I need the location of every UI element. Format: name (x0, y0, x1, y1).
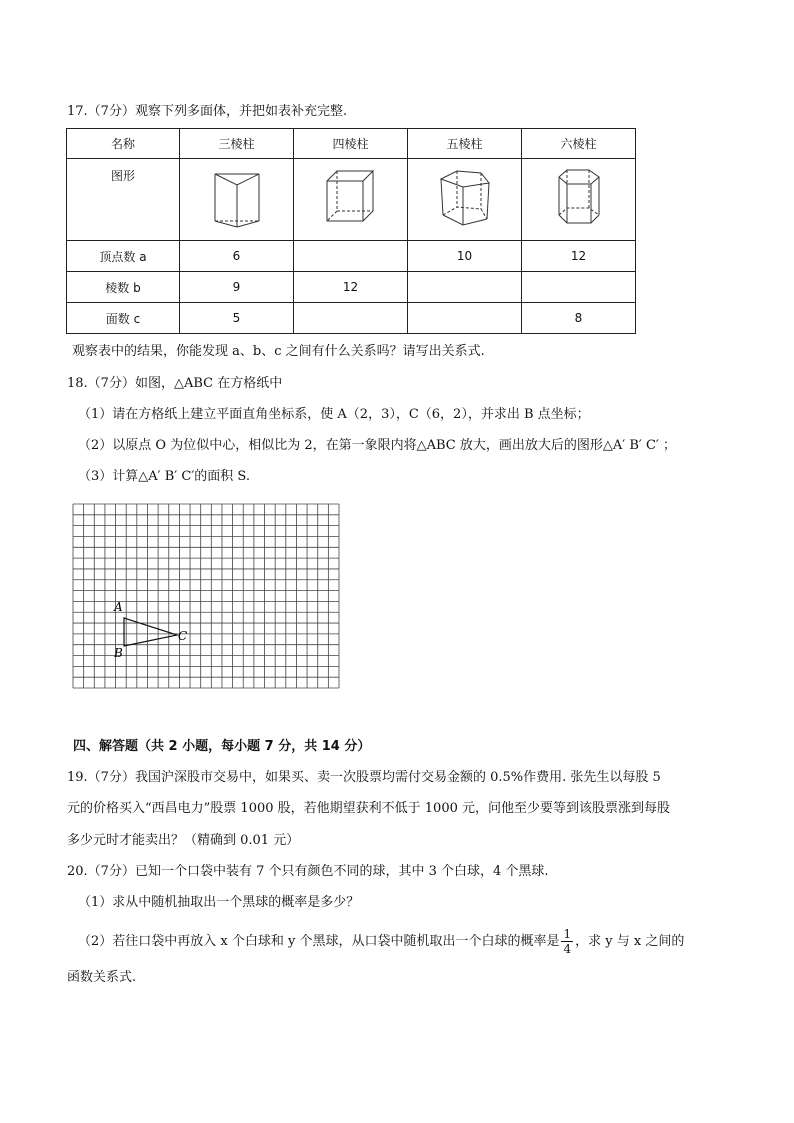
q17-stem: 17.（7分）观察下列多面体，并把如表补充完整. (67, 104, 348, 119)
pentagonal-prism-icon (435, 165, 495, 231)
table-cell (408, 272, 522, 303)
q20-part2 (78, 927, 684, 956)
table-cell: 6 (180, 241, 294, 272)
table-cell (408, 303, 522, 334)
section-title: 四、解答题（共 2 小题，每小题 7 分，共 14 分） (73, 739, 371, 754)
table-row (67, 272, 636, 303)
label-A: A (114, 600, 123, 614)
triangular-prism-icon (207, 165, 267, 231)
q20-stem: 20.（7分）已知一个口袋中装有 7 个只有颜色不同的球，其中 3 个白球，4 个黑球. (67, 864, 549, 879)
q18-stem: 18.（7分）如图，△ABC 在方格纸中 (67, 376, 283, 391)
table-row (67, 303, 636, 334)
label-B: B (114, 646, 123, 660)
table-cell: 9 (180, 272, 294, 303)
table-figure-row (67, 159, 636, 241)
q18-part2: （2）以原点 O 为位似中心，相似比为 2，在第一象限内将△ABC 放大，画出放大后的图形△A′ B′ C′ ； (78, 438, 676, 453)
q19-line2: 元的价格买入“西昌电力”股票 1000 股，若他期望获利不低于 1000 元，问他至少要等到该股票涨到每股 (67, 801, 670, 816)
table-header-row (67, 129, 636, 159)
polyhedra-table (66, 128, 636, 334)
grid-paper (72, 503, 340, 693)
row-label: 面数 c (67, 303, 180, 334)
table-header-cell: 六棱柱 (522, 129, 636, 159)
grid-figure (72, 503, 340, 689)
table-row (67, 241, 636, 272)
q18-part1: （1）请在方格纸上建立平面直角坐标系，使 A（2，3），C（6，2），并求出 B 点坐标； (78, 407, 590, 422)
label-C: C (178, 629, 188, 643)
q19-line3: 多少元时才能卖出？（精确到 0.01 元） (67, 833, 300, 848)
table-header-cell: 名称 (67, 129, 180, 159)
row-label: 棱数 b (67, 272, 180, 303)
q20-part2-line2: 函数关系式. (67, 970, 137, 985)
table-cell (294, 241, 408, 272)
q20-part2-tail: ，求 y 与 x 之间的 (575, 934, 685, 949)
table-cell: 8 (522, 303, 636, 334)
fraction-denominator: 4 (563, 942, 572, 956)
fraction-numerator: 1 (563, 927, 572, 941)
q20-part2-text: （2）若往口袋中再放入 x 个白球和 y 个黑球，从口袋中随机取出一个白球的概率是 (78, 934, 560, 949)
table-cell: 12 (294, 272, 408, 303)
q17-question: 观察表中的结果，你能发现 a、b、c 之间有什么关系吗？请写出关系式. (72, 344, 485, 359)
table-cell: 5 (180, 303, 294, 334)
table-cell: 12 (522, 241, 636, 272)
fraction-one-quarter (561, 927, 573, 956)
q20-part1: （1）求从中随机抽取出一个黑球的概率是多少？ (78, 895, 360, 910)
table-header-cell: 三棱柱 (180, 129, 294, 159)
table-header-cell: 五棱柱 (408, 129, 522, 159)
hexagonal-prism-icon (549, 165, 609, 231)
figure-row-label: 图形 (67, 159, 180, 241)
table-cell: 10 (408, 241, 522, 272)
q19-line1: 19.（7分）我国沪深股市交易中，如果买、卖一次股票均需付交易金额的 0.5%作费用. 张先生以每股 5 (67, 770, 661, 785)
row-label: 顶点数 a (67, 241, 180, 272)
table-header-cell: 四棱柱 (294, 129, 408, 159)
q18-part3: （3）计算△A′ B′ C′的面积 S. (78, 469, 250, 484)
table-cell (522, 272, 636, 303)
quadrilateral-prism-icon (321, 165, 381, 231)
table-cell (294, 303, 408, 334)
